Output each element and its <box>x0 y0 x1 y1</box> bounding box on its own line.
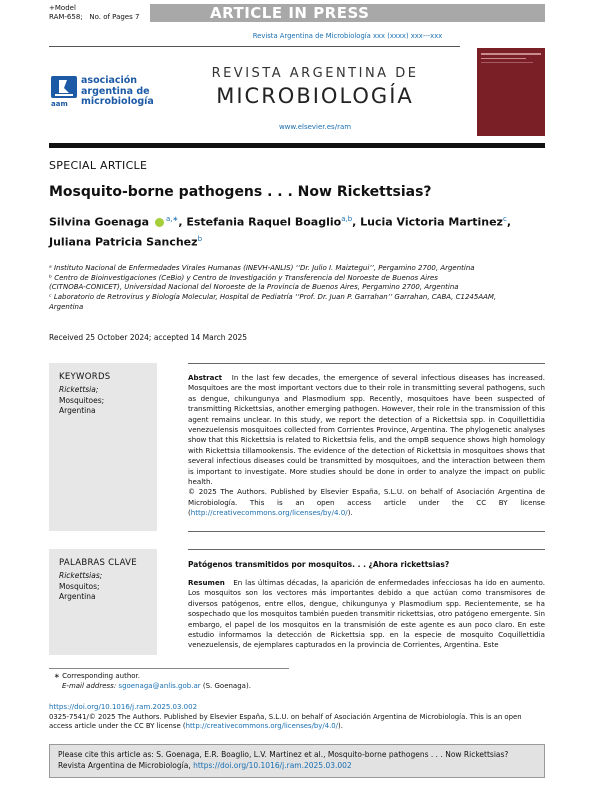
email-link[interactable]: sgoenaga@anlis.gob.ar <box>118 681 201 690</box>
license-link[interactable]: http://creativecommons.org/licenses/by/4.0/ <box>190 508 348 518</box>
palabras-clave-heading: PALABRAS CLAVE <box>59 558 137 568</box>
journal-url-link[interactable]: www.elsevier.es/ram <box>278 123 352 131</box>
citation-line1: Please cite this article as: S. Goenaga, E.R. Boaglio, L.V. Martinez et al., Mosquito-borne pathogens . . . Now Rickettsias? <box>58 750 509 759</box>
journal-name-line2: MICROBIOLOGÍA <box>216 84 414 108</box>
keyword: Argentina <box>59 406 96 415</box>
affiliation: ᶜ Laboratorio de Retrovirus y Biología Molecular, Hospital de Pediatría ‘‘Prof. Dr. Juan P. Garrahan’’ Garrahan, CABA, C1245AAM, <box>49 293 497 302</box>
model-label: +Model <box>49 4 76 12</box>
logo-line2: argentina de <box>81 85 150 97</box>
keyword: Mosquitoes; <box>59 395 105 405</box>
resumen-text: En las últimas décadas, la aparición de enfermedades infecciosas ha ido en aumento. Los mosquitos son los vectores más importantes debido a que actúan como transmisores de diversos patógenos, entre ellos, dengue, chikungunya y Plasmodium spp. Recientemente, se ha sospechado que los mosquitos también pueden transmitir rickettsias, otro patógeno emergente. Sin embargo, el papel de los mosquitos en la transmisión de este agente es aun poco claro. En este estudio informamos la detección de Rickettsia spp. en la especie de mosquito Coquillettidia venezuelensis, de ejemplares capturados en la provincia de Corrientes, Argentina. Este <box>188 578 545 650</box>
author-name: Estefania Raquel Boaglio <box>186 215 342 229</box>
resumen <box>188 578 545 651</box>
divider <box>49 46 460 47</box>
logo-line1: asociación <box>81 75 138 86</box>
journal-reference-link[interactable]: Revista Argentina de Microbiología xxx (xxxx) xxx---xxx <box>252 32 443 40</box>
author-name: Silvina Goenaga <box>49 215 150 229</box>
email-label: E-mail address: <box>62 681 117 690</box>
affiliations <box>49 264 549 313</box>
author-name: Lucia Victoria Martinez <box>360 215 503 229</box>
author-affil[interactable]: a,b <box>341 215 353 223</box>
page-count: No. of Pages 7 <box>89 13 140 21</box>
keyword: Argentina <box>59 592 96 601</box>
keyword: Mosquitos; <box>59 581 100 591</box>
palabras-clave-box <box>49 549 157 655</box>
received-dates: Received 25 October 2024; accepted 14 March 2025 <box>49 333 248 342</box>
article-ref: RAM-658; <box>49 13 83 21</box>
citation-journal: Revista Argentina de Microbiología, <box>58 761 191 770</box>
aam-logo <box>49 74 159 114</box>
corresponding-author: ∗ Corresponding author. <box>54 672 140 680</box>
author-affil[interactable]: a,∗ <box>165 215 179 223</box>
logo-line3: microbiología <box>81 96 154 107</box>
issn-close: ). <box>338 722 343 731</box>
author-list: Silvina Goenaga $^{a,∗}$, Estefania Raquel Boaglio$^{a,b}$, Lucia Victoria Martinez$^c$, Juliana Patricia Sanchez$^b$ <box>49 215 511 249</box>
author-affil[interactable]: c <box>502 215 507 223</box>
article-type: SPECIAL ARTICLE <box>49 159 148 172</box>
journal-cover-image <box>477 48 545 136</box>
copyright-close: ). <box>347 508 353 518</box>
issn-copyright <box>49 713 545 732</box>
citation-doi-link[interactable]: https://doi.org/10.1016/j.ram.2025.03.002 <box>193 761 352 770</box>
affiliation: ᵃ Instituto Nacional de Enfermedades Virales Humanas (INEVH-ANLIS) ‘‘Dr. Julio I. Maiztegui’’, Pergamino 2700, Argentina <box>49 264 475 272</box>
keywords-box <box>49 363 157 531</box>
footnote-divider <box>49 668 289 669</box>
license-link[interactable]: http://creativecommons.org/licenses/by/4.0/ <box>185 722 338 731</box>
keyword: Rickettsia; <box>59 385 99 394</box>
doi-link[interactable]: https://doi.org/10.1016/j.ram.2025.03.002 <box>49 703 198 711</box>
keyword: Rickettsias; <box>59 571 103 580</box>
divider <box>188 549 545 550</box>
divider <box>188 531 545 532</box>
keywords-heading: KEYWORDS <box>59 372 111 382</box>
abstract-copyright: © 2025 The Authors. Published by Elsevier España, S.L.U. on behalf of Asociación Argentina de Microbiología. This is an open access article under the CC BY license ( <box>188 487 545 518</box>
orcid-icon[interactable] <box>155 218 164 227</box>
divider <box>188 363 545 364</box>
logo-abbr: aam <box>51 100 68 108</box>
author-name: Juliana Patricia Sanchez <box>49 235 198 249</box>
abstract <box>188 373 545 519</box>
abstract-text: In the last few decades, the emergence of several infectious diseases has increased. Mosquitoes are the most important vectors due to their role in transmitting several pathogens, such as dengue, chikungunya and Plasmodium spp. Recently, mosquitoes have been suspected of transmitting Rickettsias, another emerging pathogen. However, their role in the transmission of this agent remains unclear. In this study, we report the detection of a Rickettsia spp. in Coquillettidia venezuelensis mosquitoes collected from Corrientes Province, Argentina. The phylogenetic analyses show that this Rickettsia is related to Rickettsia felis, and the ompB sequence shows high homology with Rickettsia tillamookensis. The evidence of the detection of Rickettsia in mosquitoes shows that several infectious diseases could be transmitted by mosquitoes, and the interaction between them is important to investigate. More studies should be done in order to analyze the impact on public health. <box>188 373 545 487</box>
article-meta <box>49 4 139 22</box>
affiliation: (CITNOBA-CONICET), Universidad Nacional del Noroeste de la Provincia de Buenos Aires, Pergamino 2700, Argentina <box>49 283 459 292</box>
footnote <box>54 672 251 691</box>
author-affil[interactable]: b <box>197 234 203 243</box>
email-owner: (S. Goenaga). <box>202 681 251 690</box>
resumen-label: Resumen <box>188 578 225 587</box>
journal-name-line1: REVISTA ARGENTINA DE <box>211 66 419 81</box>
masthead-divider <box>49 143 545 148</box>
issn-text: 0325-7541/© 2025 The Authors. Published by Elsevier España, S.L.U. on behalf of Asociación Argentina de Microbiología. This is an open access article under the CC BY license ( <box>49 713 522 731</box>
citation-box <box>49 744 545 778</box>
article-in-press-banner: ARTICLE IN PRESS <box>150 4 545 22</box>
affiliation: ᵇ Centro de Bioinvestigaciones (CeBio) y Centro de Investigación y Transferencia del Noroeste de Buenos Aires <box>49 273 438 282</box>
article-title: Mosquito-borne pathogens . . . Now Rickettsias? <box>49 184 432 200</box>
spanish-title: Patógenos transmitidos por mosquitos. . . ¿Ahora rickettsias? <box>188 560 450 569</box>
affiliation: Argentina <box>49 302 84 311</box>
abstract-label: Abstract <box>188 373 223 382</box>
